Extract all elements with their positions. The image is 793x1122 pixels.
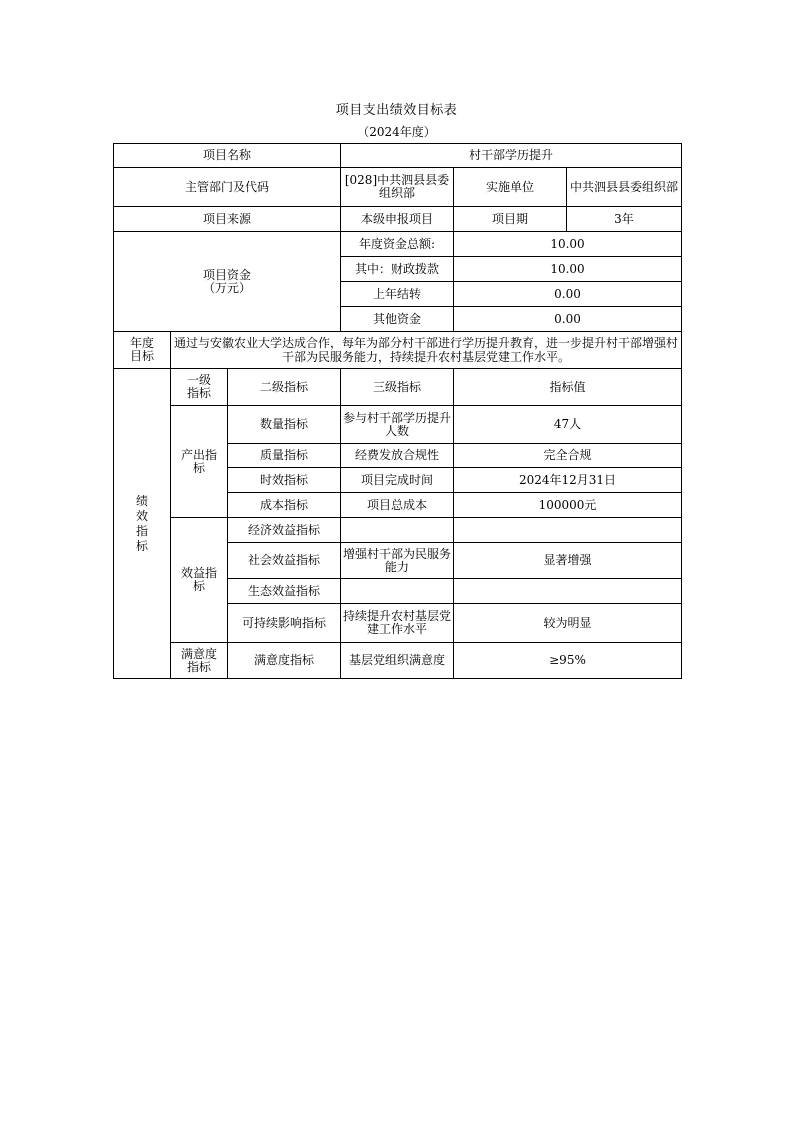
indicator-value: 较为明显 bbox=[454, 604, 682, 643]
benefit-indicators-label: 效益指 标 bbox=[171, 518, 228, 643]
funds-row-label: 其中：财政拨款 bbox=[341, 257, 454, 282]
indicator-row bbox=[114, 518, 682, 543]
level2-cell: 成本指标 bbox=[228, 493, 341, 518]
project-period-label: 项目期 bbox=[454, 207, 567, 232]
page-title: 项目支出绩效目标表 bbox=[335, 103, 458, 118]
project-source-row bbox=[114, 207, 682, 232]
indicator-value bbox=[454, 518, 682, 543]
level2-cell: 数量指标 bbox=[228, 406, 341, 444]
level3-cell: 持续提升农村基层党建工作水平 bbox=[341, 604, 454, 643]
indicator-value: ≥95% bbox=[454, 643, 682, 679]
funds-row-label: 其他资金 bbox=[341, 307, 454, 332]
level3-cell bbox=[341, 518, 454, 543]
indicator-value: 47人 bbox=[454, 406, 682, 444]
level2-cell: 质量指标 bbox=[228, 444, 341, 468]
level3-cell: 项目完成时间 bbox=[341, 468, 454, 493]
funds-row-label: 年度资金总额: bbox=[341, 232, 454, 257]
funds-row-value: 0.00 bbox=[454, 282, 682, 307]
annual-goal-label: 年度 目标 bbox=[114, 332, 171, 369]
value-header: 指标值 bbox=[454, 369, 682, 406]
level2-header: 二级指标 bbox=[228, 369, 341, 406]
implementing-unit-value: 中共泗县县委组织部 bbox=[567, 168, 682, 207]
indicator-row bbox=[114, 406, 682, 444]
project-period-value: 3年 bbox=[567, 207, 682, 232]
level2-cell: 经济效益指标 bbox=[228, 518, 341, 543]
level3-header: 三级指标 bbox=[341, 369, 454, 406]
project-source-value: 本级申报项目 bbox=[341, 207, 454, 232]
level3-cell bbox=[341, 579, 454, 604]
project-name-label: 项目名称 bbox=[114, 144, 341, 168]
annual-goal-row bbox=[114, 332, 682, 369]
fiscal-year: （2024年度） bbox=[357, 125, 436, 139]
level3-cell: 项目总成本 bbox=[341, 493, 454, 518]
performance-indicators-label: 绩效指标 bbox=[114, 369, 171, 679]
level3-cell: 基层党组织满意度 bbox=[341, 643, 454, 679]
indicator-header-row bbox=[114, 369, 682, 406]
level3-cell: 经费发放合规性 bbox=[341, 444, 454, 468]
level2-cell: 生态效益指标 bbox=[228, 579, 341, 604]
indicator-value bbox=[454, 579, 682, 604]
level2-cell: 满意度指标 bbox=[228, 643, 341, 679]
level2-cell: 时效指标 bbox=[228, 468, 341, 493]
implementing-unit-label: 实施单位 bbox=[454, 168, 567, 207]
department-row bbox=[114, 168, 682, 207]
level2-cell: 可持续影响指标 bbox=[228, 604, 341, 643]
indicator-value: 完全合规 bbox=[454, 444, 682, 468]
performance-target-table bbox=[113, 143, 682, 679]
funds-row bbox=[114, 232, 682, 257]
satisfaction-indicators-label: 满意度 指标 bbox=[171, 643, 228, 679]
department-value: [028]中共泗县县委组织部 bbox=[341, 168, 454, 207]
indicator-value: 显著增强 bbox=[454, 543, 682, 579]
output-indicators-label: 产出指 标 bbox=[171, 406, 228, 518]
project-source-label: 项目来源 bbox=[114, 207, 341, 232]
funds-row-label: 上年结转 bbox=[341, 282, 454, 307]
level1-header: 一级 指标 bbox=[171, 369, 228, 406]
project-name-row bbox=[114, 144, 682, 168]
level2-cell: 社会效益指标 bbox=[228, 543, 341, 579]
indicator-value: 100000元 bbox=[454, 493, 682, 518]
level3-cell: 增强村干部为民服务能力 bbox=[341, 543, 454, 579]
funds-row-value: 10.00 bbox=[454, 257, 682, 282]
department-label: 主管部门及代码 bbox=[114, 168, 341, 207]
project-name-value: 村干部学历提升 bbox=[341, 144, 682, 168]
annual-goal-text: 通过与安徽农业大学达成合作，每年为部分村干部进行学历提升教育，进一步提升村干部增强村干部为民服务能力，持续提升农村基层党建工作水平。 bbox=[171, 332, 682, 369]
indicator-value: 2024年12月31日 bbox=[454, 468, 682, 493]
funds-label: 项目资金 （万元） bbox=[114, 232, 341, 332]
indicator-row bbox=[114, 643, 682, 679]
funds-row-value: 10.00 bbox=[454, 232, 682, 257]
funds-row-value: 0.00 bbox=[454, 307, 682, 332]
level3-cell: 参与村干部学历提升人数 bbox=[341, 406, 454, 444]
